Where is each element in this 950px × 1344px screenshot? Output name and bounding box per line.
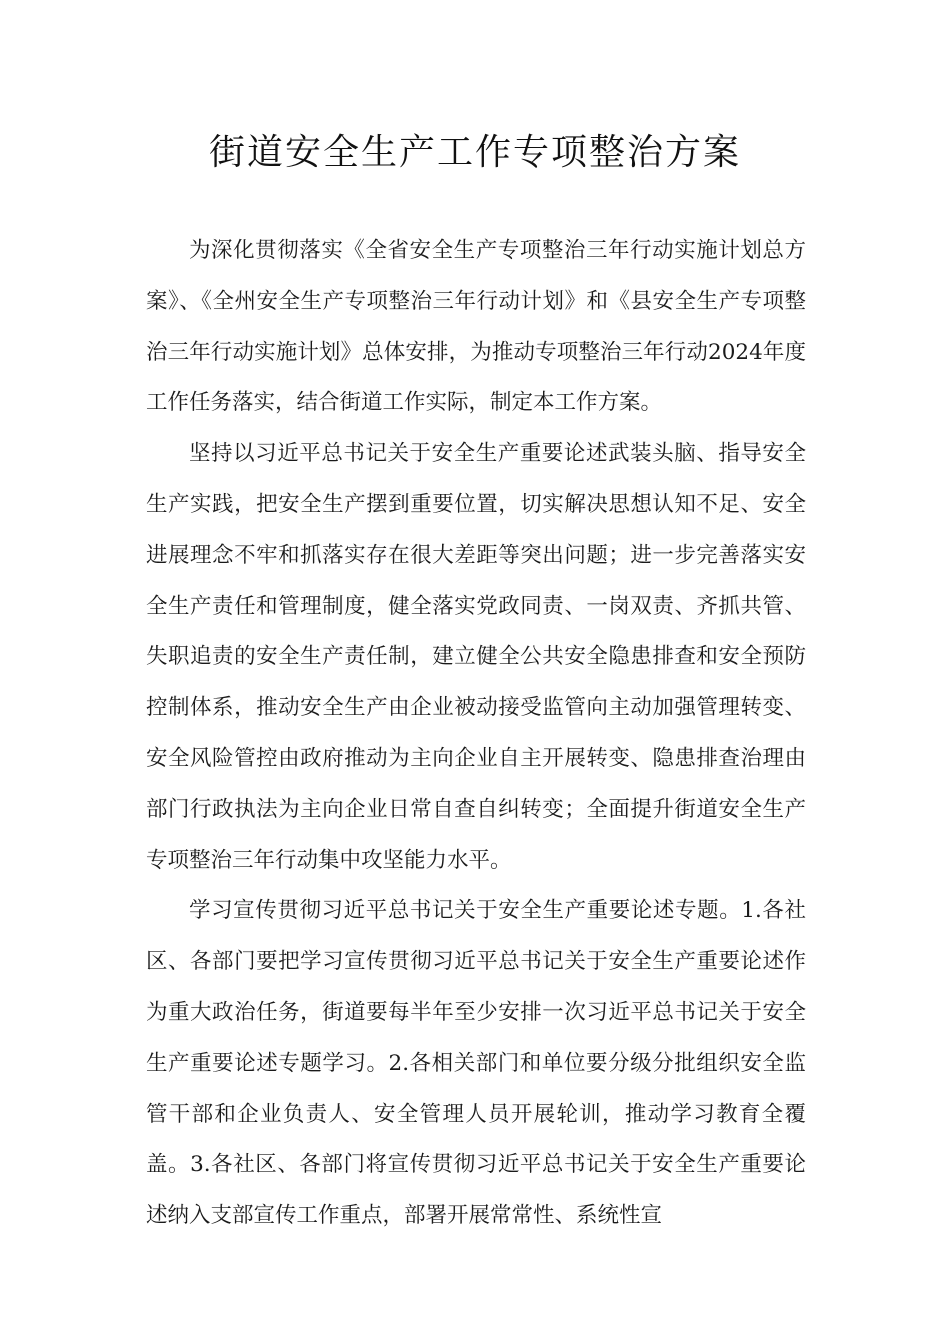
paragraph-study-topic: 学习宣传贯彻习近平总书记关于安全生产重要论述专题。1.各社区、各部门要把学习宣传贯彻习近平总书记关于安全生产重要论述作为重大政治任务，街道要每半年至少安排一次习近平总书记关于安全生产重要论述专题学习。2.各相关部门和单位要分级分批组织安全监管干部和企业负责人、安全管理人员开展轮训，推动学习教育全覆盖。3.各社区、各部门将宣传贯彻习近平总书记关于安全生产重要论述纳入支部宣传工作重点，部署开展常常性、系统性宣 xyxy=(146,898,806,1229)
paragraph-intro: 为深化贯彻落实《全省安全生产专项整治三年行动实施计划总方案》、《全州安全生产专项整治三年行动计划》和《县安全生产专项整治三年行动实施计划》总体安排，为推动专项整治三年行动2024年度工作任务落实，结合街道工作实际，制定本工作方案。 xyxy=(146,238,806,416)
document-body xyxy=(146,226,806,1242)
document-title: 街道安全生产工作专项整治方案 xyxy=(208,132,741,173)
paragraph-principles: 坚持以习近平总书记关于安全生产重要论述武装头脑、指导安全生产实践，把安全生产摆到重要位置，切实解决思想认知不足、安全进展理念不牢和抓落实存在很大差距等突出问题；进一步完善落实安全生产责任和管理制度，健全落实党政同责、一岗双责、齐抓共管、失职追责的安全生产责任制，建立健全公共安全隐患排查和安全预防控制体系，推动安全生产由企业被动接受监管向主动加强管理转变、安全风险管控由政府推动为主向企业自主开展转变、隐患排查治理由部门行政执法为主向企业日常自查自纠转变；全面提升街道安全生产专项整治三年行动集中攻坚能力水平。 xyxy=(146,441,806,873)
